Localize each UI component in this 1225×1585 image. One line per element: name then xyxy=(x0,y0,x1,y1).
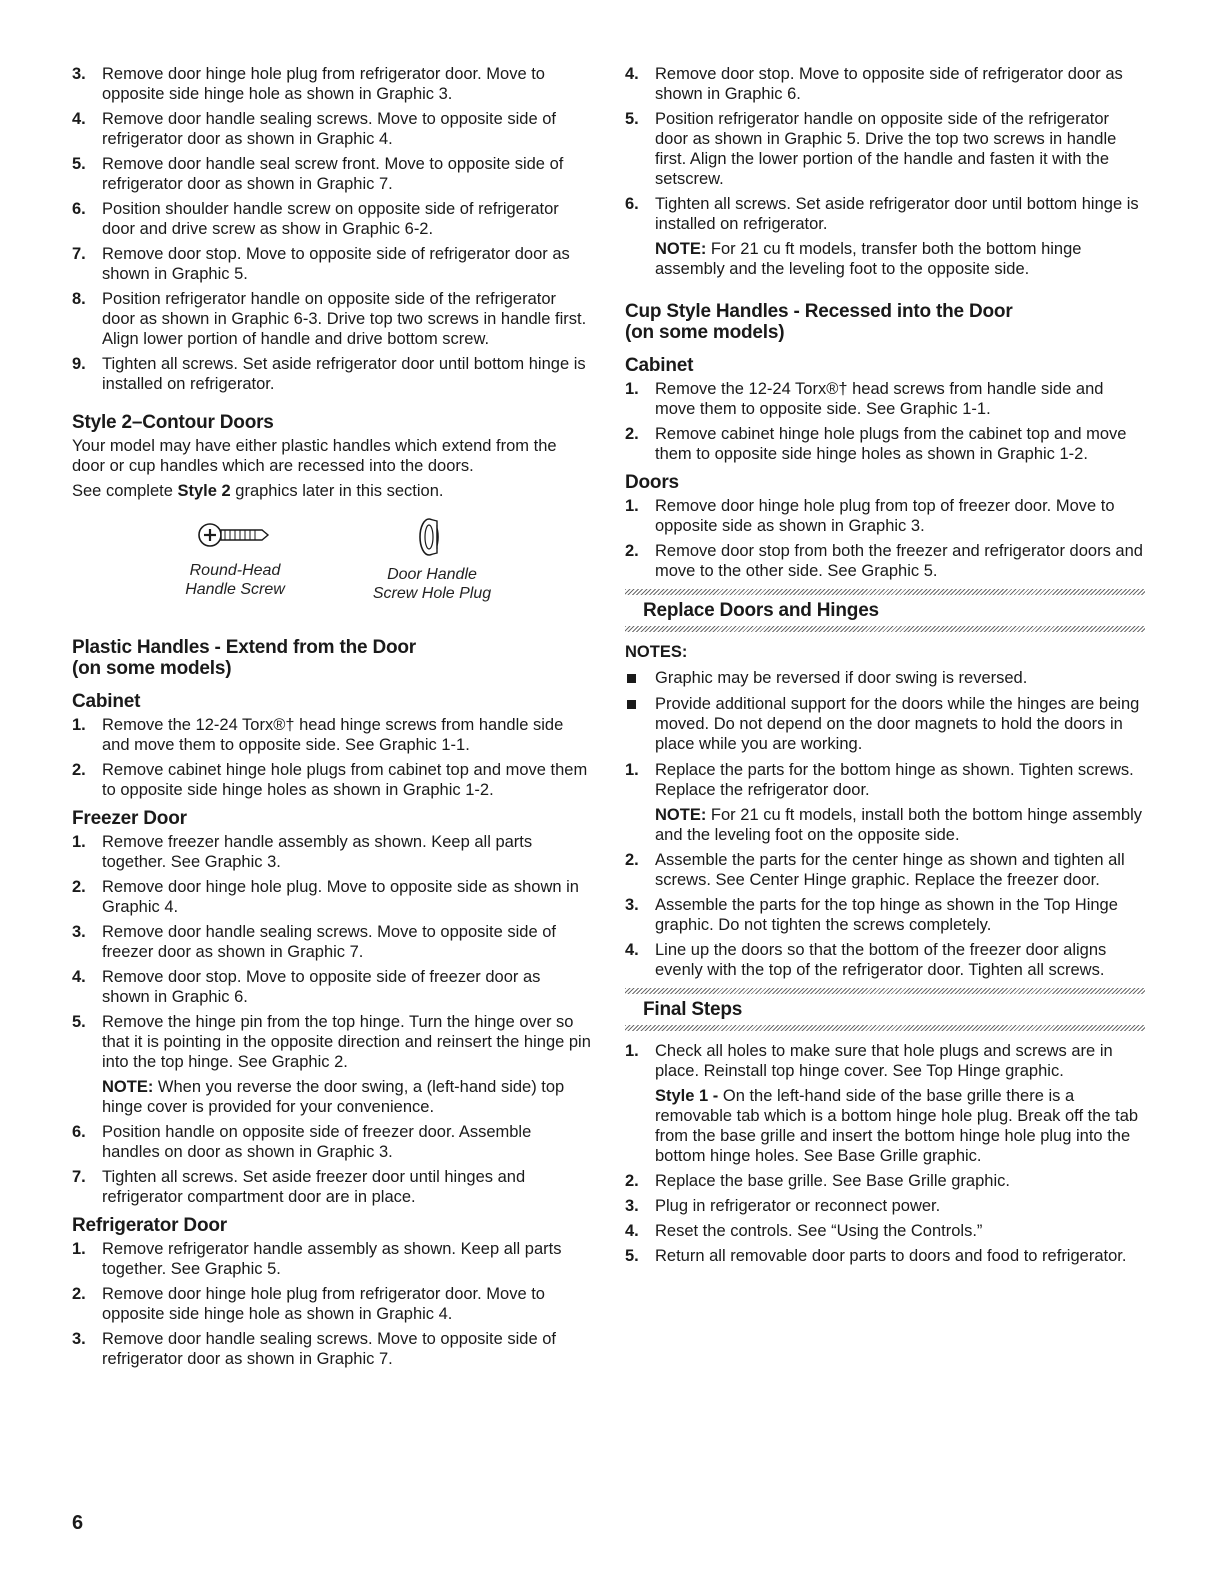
final-steps xyxy=(625,1171,1145,1266)
style2-paragraph: Your model may have either plastic handles which extend from the door or cup handles which are recessed into the doors. xyxy=(72,437,557,475)
list-item: 4. Line up the doors so that the bottom of the freezer door aligns evenly with the top of the refrigerator door. Tighten all screws. xyxy=(625,941,1107,979)
list-item: 8. Position refrigerator handle on opposite side of the refrigerator door as shown in Graphic 6-3. Drive top two screws in handle first. Align lower portion of handle and drive bottom screw. xyxy=(72,290,587,348)
list-item: 9. Tighten all screws. Set aside refrigerator door until bottom hinge is installed on refrigerator. xyxy=(72,355,586,393)
list-item: 5. Remove the hinge pin from the top hinge. Turn the hinge over so that it is pointing in the opposite direction and reinsert the hinge pin into the top hinge. See Graphic 2. NOTE: When you reverse the door swing, a (left-hand side) top hinge cover is provided for your convenience. xyxy=(72,1013,591,1116)
style2-see-paragraph: See complete Style 2 graphics later in this section. xyxy=(72,482,444,500)
list-item: 6. Tighten all screws. Set aside refrigerator door until bottom hinge is installed on refrigerator. NOTE: For 21 cu ft models, transfer both the bottom hinge assembly and the leveling foot to the opposite side. xyxy=(625,194,1145,279)
replace-note: NOTE: For 21 cu ft models, install both the bottom hinge assembly and the leveling foot on the opposite side. xyxy=(655,806,1142,844)
list-item: 1. Remove refrigerator handle assembly as shown. Keep all parts together. See Graphic 5. xyxy=(72,1240,562,1278)
list-item: 1. Remove the 12-24 Torx®† head hinge screws from handle side and move them to opposite side. See Graphic 1-1. xyxy=(72,716,564,754)
round-head-screw-icon xyxy=(190,515,280,555)
list-item: 2. Remove door hinge hole plug. Move to opposite side as shown in Graphic 4. xyxy=(72,878,579,916)
style2-heading: Style 2–Contour Doors xyxy=(72,412,274,433)
list-item: 1. Remove the 12-24 Torx®† head screws from handle side and move them to opposite side. See Graphic 1-1. xyxy=(625,380,1104,418)
final-steps-banner xyxy=(625,988,1145,1031)
final-style1-note: Style 1 - On the left-hand side of the base grille there is a removable tab which is a bottom hinge hole plug. Break off the tab from the base grille and insert the bottom hinge hole plug into the bottom hinge holes. See Base Grille graphic. xyxy=(655,1087,1139,1165)
list-item: 7. Tighten all screws. Set aside freezer door until hinges and refrigerator compartment door are in place. xyxy=(72,1168,526,1206)
style2-bold: Style 2 xyxy=(177,482,231,500)
list-item: 6. Position handle on opposite side of freezer door. Assemble handles on door as shown in Graphic 3. xyxy=(72,1123,532,1161)
replace-doors-title: Replace Doors and Hinges xyxy=(643,600,879,621)
list-item: 5. Remove door handle seal screw front. Move to opposite side of refrigerator door as shown in Graphic 7. xyxy=(72,155,564,193)
final-steps-title: Final Steps xyxy=(643,999,743,1020)
left-column xyxy=(72,64,592,1374)
figure2-caption-line1: Door Handle xyxy=(387,566,477,583)
list-item: 7. Remove door stop. Move to opposite side of refrigerator door as shown in Graphic 5. xyxy=(72,245,570,283)
square-bullet-icon xyxy=(627,674,636,683)
list-item: 4. Remove door stop. Move to opposite side of freezer door as shown in Graphic 6. xyxy=(72,968,541,1006)
freezer-steps-b xyxy=(72,1122,592,1207)
page-number: 6 xyxy=(72,1512,84,1534)
list-item: 3. Assemble the parts for the top hinge as shown in the Top Hinge graphic. Do not tighten the screws completely. xyxy=(625,896,1118,934)
replace-doors-banner xyxy=(625,589,1145,632)
figure-door-handle-plug xyxy=(352,515,512,603)
list-item: 3. Remove door handle sealing screws. Move to opposite side of freezer door as shown in Graphic 7. xyxy=(72,923,556,961)
refrigerator-steps xyxy=(72,1239,592,1369)
left-cabinet-steps xyxy=(72,715,592,800)
replace-steps xyxy=(625,850,1145,980)
list-item: 2. Remove cabinet hinge hole plugs from cabinet top and move them to opposite side hinge holes as shown in Graphic 1-2. xyxy=(72,761,588,799)
right-cabinet-steps xyxy=(625,379,1145,464)
list-item: 2. Remove door hinge hole plug from refrigerator door. Move to opposite side hinge hole as shown in Graphic 4. xyxy=(72,1285,545,1323)
list-item: 1. Remove door hinge hole plug from top of freezer door. Move to opposite side as shown in Graphic 3. xyxy=(625,497,1115,535)
list-item: 4. Reset the controls. See “Using the Controls.” xyxy=(625,1222,983,1240)
list-item: 2. Assemble the parts for the center hinge as shown and tighten all screws. See Center Hinge graphic. Replace the freezer door. xyxy=(625,851,1125,889)
list-item: 2. Remove door stop from both the freezer and refrigerator doors and move to the other side. See Graphic 5. xyxy=(625,542,1143,580)
list-item: 2. Remove cabinet hinge hole plugs from the cabinet top and move them to opposite side hinge holes as shown in Graphic 1-2. xyxy=(625,425,1127,463)
list-item: 3. Remove door hinge hole plug from refrigerator door. Move to opposite side hinge hole as shown in Graphic 3. xyxy=(72,65,545,103)
figure1-caption-line2: Handle Screw xyxy=(185,581,285,598)
plastic-handles-heading: Plastic Handles - Extend from the Door (on some models) xyxy=(72,637,416,679)
step-note: NOTE: When you reverse the door swing, a (left-hand side) top hinge cover is provided for your convenience. xyxy=(102,1078,565,1116)
list-item: Provide additional support for the doors while the hinges are being moved. Do not depend on the door magnets to hold the doors in place while you are working. xyxy=(625,694,1145,754)
freezer-steps xyxy=(72,832,592,1117)
list-item: 3. Remove door handle sealing screws. Move to opposite side of refrigerator door as shown in Graphic 7. xyxy=(72,1330,556,1368)
replace-step-1 xyxy=(625,760,1145,845)
square-bullet-icon xyxy=(627,700,636,709)
list-item: 5. Return all removable door parts to doors and food to refrigerator. xyxy=(625,1247,1127,1265)
freezer-door-heading: Freezer Door xyxy=(72,808,187,829)
list-item: 1. Replace the parts for the bottom hinge as shown. Tighten screws. Replace the refrigerator door. NOTE: For 21 cu ft models, install both the bottom hinge assembly and the leveling foot on the opposite side. xyxy=(625,760,1145,845)
final-step-1 xyxy=(625,1041,1145,1166)
doors-steps xyxy=(625,496,1145,581)
notes-bullets xyxy=(625,668,1145,754)
figure-round-head-screw xyxy=(160,515,310,599)
list-item: 1. Check all holes to make sure that hole plugs and screws are in place. Reinstall top hinge cover. See Top Hinge graphic. Style 1 - On the left-hand side of the base grille there is a removable tab which is a bottom hinge hole plug. Break off the tab from the base grille and insert the bottom hinge hole plug into the bottom hinge holes. See Base Grille graphic. xyxy=(625,1041,1145,1166)
style2-figures xyxy=(72,515,592,615)
notes-heading: NOTES: xyxy=(625,643,688,661)
left-cabinet-heading: Cabinet xyxy=(72,691,141,712)
right-column xyxy=(625,64,1145,1271)
right-intro-steps xyxy=(625,64,1145,279)
hole-plug-icon xyxy=(412,515,452,559)
figure2-caption-line2: Screw Hole Plug xyxy=(372,585,492,602)
right-cabinet-heading: Cabinet xyxy=(625,355,694,376)
list-item: 1. Remove freezer handle assembly as shown. Keep all parts together. See Graphic 3. xyxy=(72,833,533,871)
refrigerator-door-heading: Refrigerator Door xyxy=(72,1215,227,1236)
list-item: 3. Plug in refrigerator or reconnect power. xyxy=(625,1197,941,1215)
list-item: 4. Remove door stop. Move to opposite side of refrigerator door as shown in Graphic 6. xyxy=(625,65,1123,103)
list-item: Graphic may be reversed if door swing is reversed. xyxy=(625,668,1145,688)
left-intro-steps xyxy=(72,64,592,394)
cup-handles-heading: Cup Style Handles - Recessed into the Door (on some models) xyxy=(625,301,1013,343)
list-item: 2. Replace the base grille. See Base Grille graphic. xyxy=(625,1172,1010,1190)
list-item: 6. Position shoulder handle screw on opposite side of refrigerator door and drive screw as show in Graphic 6-2. xyxy=(72,200,559,238)
list-item: 5. Position refrigerator handle on opposite side of the refrigerator door as shown in Graphic 5. Drive the top two screws in handle first. Align the lower portion of the handle and fasten it with the setscrew. xyxy=(625,110,1117,188)
step-note: NOTE: For 21 cu ft models, transfer both the bottom hinge assembly and the leveling foot to the opposite side. xyxy=(655,240,1082,278)
list-item: 4. Remove door handle sealing screws. Move to opposite side of refrigerator door as shown in Graphic 4. xyxy=(72,110,556,148)
figure1-caption-line1: Round-Head xyxy=(189,562,281,579)
doors-heading: Doors xyxy=(625,472,679,493)
